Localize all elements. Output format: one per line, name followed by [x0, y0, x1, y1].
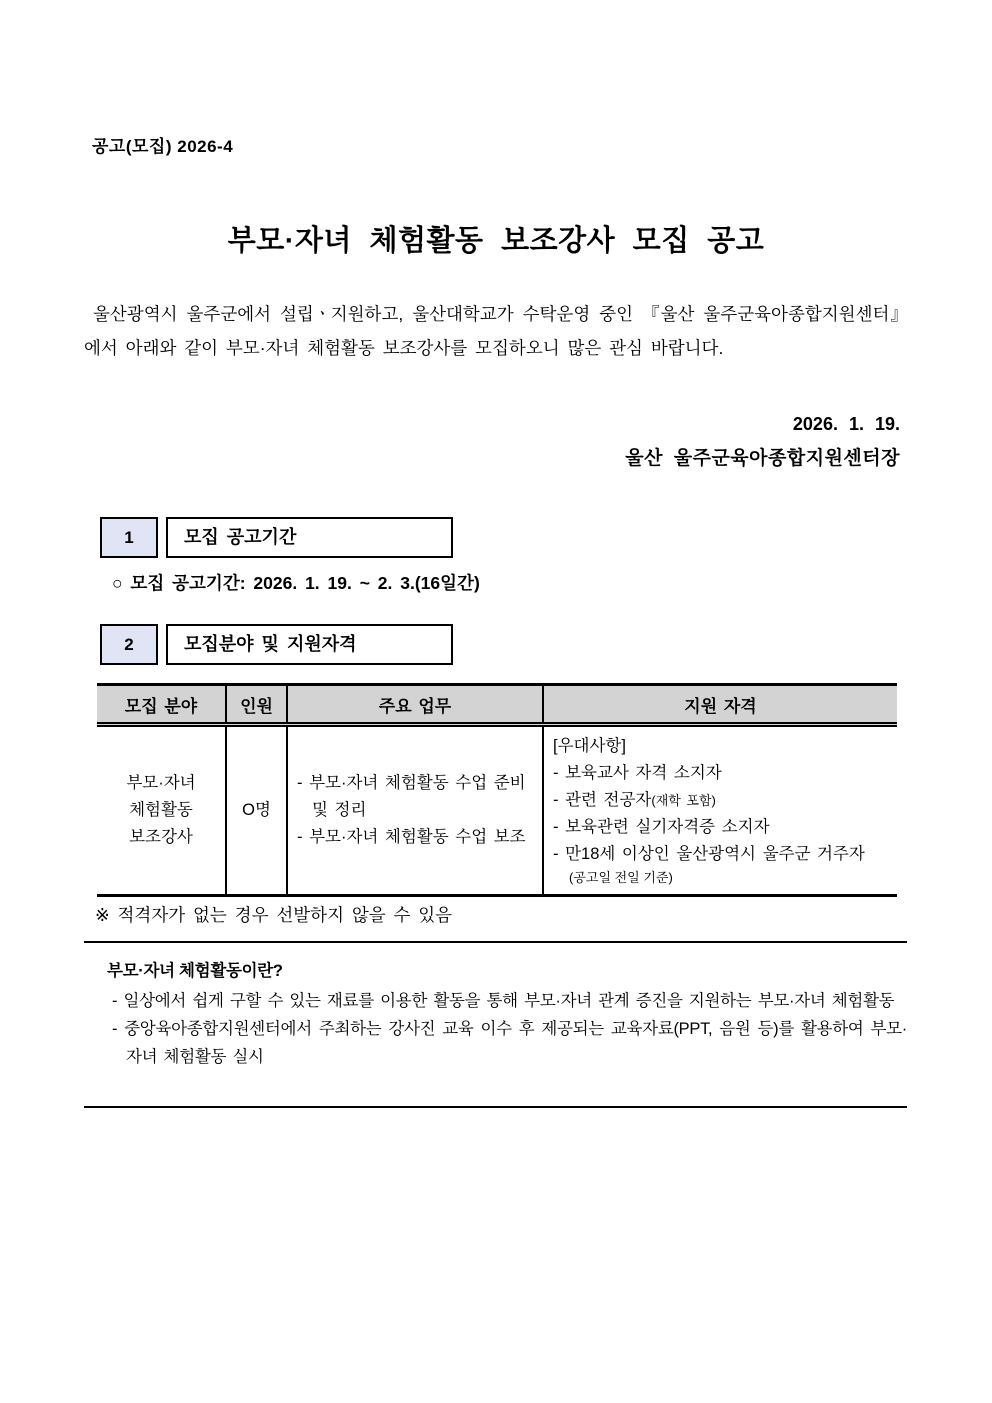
section-number-badge: 2 [100, 624, 158, 665]
field-line: 부모·자녀 [126, 774, 196, 792]
divider-bottom [84, 1106, 907, 1108]
section-header-recruit-field [100, 624, 453, 665]
section-title: 모집분야 및 지원자격 [166, 624, 453, 665]
qualification-item [553, 814, 893, 841]
qualification-item-note: (재학 포함) [651, 793, 716, 808]
qualification-item-text: - 보육교사 자격 소지자 [553, 764, 722, 782]
col-header-field: 모집 분야 [97, 685, 226, 725]
cell-qualification [543, 725, 897, 896]
doc-signature: 울산 울주군육아종합지원센터장 [625, 448, 900, 469]
info-box-bullet: - 일상에서 쉽게 구할 수 있는 재료를 이용한 활동을 통해 부모·자녀 관계 증진을 지원하는 부모·자녀 체험활동 [112, 992, 895, 1010]
col-header-qualification: 지원 자격 [543, 685, 897, 725]
section-title: 모집 공고기간 [166, 517, 453, 558]
cell-count: O명 [226, 725, 287, 896]
qualification-item [553, 841, 893, 868]
table-header-row [97, 685, 897, 725]
duty-line: - 부모·자녀 체험활동 수업 준비 [297, 774, 526, 792]
info-box-heading: 부모·자녀 체험활동이란? [107, 962, 283, 980]
qualification-item [553, 760, 893, 787]
table-note: ※ 적격자가 없는 경우 선발하지 않을 수 있음 [95, 905, 453, 925]
intro-paragraph: 울산광역시 울주군에서 설립ㆍ지원하고, 울산대학교가 수탁운영 중인 『울산 울주군육아종합지원센터』에서 아래와 같이 부모·자녀 체험활동 보조강사를 모집하오니 많은 관심 바랍니다. [84, 304, 908, 358]
cell-duties [287, 725, 543, 896]
cell-field [97, 725, 226, 896]
section-header-recruit-period [100, 517, 453, 558]
field-line: 체험활동 [129, 801, 193, 819]
doc-date: 2026. 1. 19. [792, 414, 900, 434]
qualification-item-text: - 관련 전공자 [553, 791, 652, 809]
recruit-period-line: ○ 모집 공고기간: 2026. 1. 19. ~ 2. 3.(16일간) [112, 573, 480, 593]
qualification-header: [우대사항] [553, 737, 626, 755]
qualification-item-text: - 만18세 이상인 울산광역시 울주군 거주자 [553, 845, 865, 863]
col-header-duties: 주요 업무 [287, 685, 543, 725]
qualification-item-text: - 보육관련 실기자격증 소지자 [553, 818, 770, 836]
duty-line: - 부모·자녀 체험활동 수업 보조 [297, 828, 526, 846]
recruit-table [97, 683, 897, 897]
page-title: 부모·자녀 체험활동 보조강사 모집 공고 [227, 225, 765, 257]
section-number-badge: 1 [100, 517, 158, 558]
field-line: 보조강사 [129, 828, 193, 846]
qualification-footnote: (공고일 전일 기준) [569, 870, 673, 885]
table-row [97, 725, 897, 896]
qualification-item [553, 787, 893, 814]
duty-line: 및 정리 [312, 801, 367, 819]
info-box [107, 958, 907, 1071]
col-header-count: 인원 [226, 685, 287, 725]
doc-number: 공고(모집) 2026-4 [92, 137, 234, 156]
info-box-bullet: - 중앙육아종합지원센터에서 주최하는 강사진 교육 이수 후 제공되는 교육자료(PPT, 음원 등)를 활용하여 부모·자녀 체험활동 실시 [112, 1020, 907, 1066]
divider-top [84, 941, 907, 943]
